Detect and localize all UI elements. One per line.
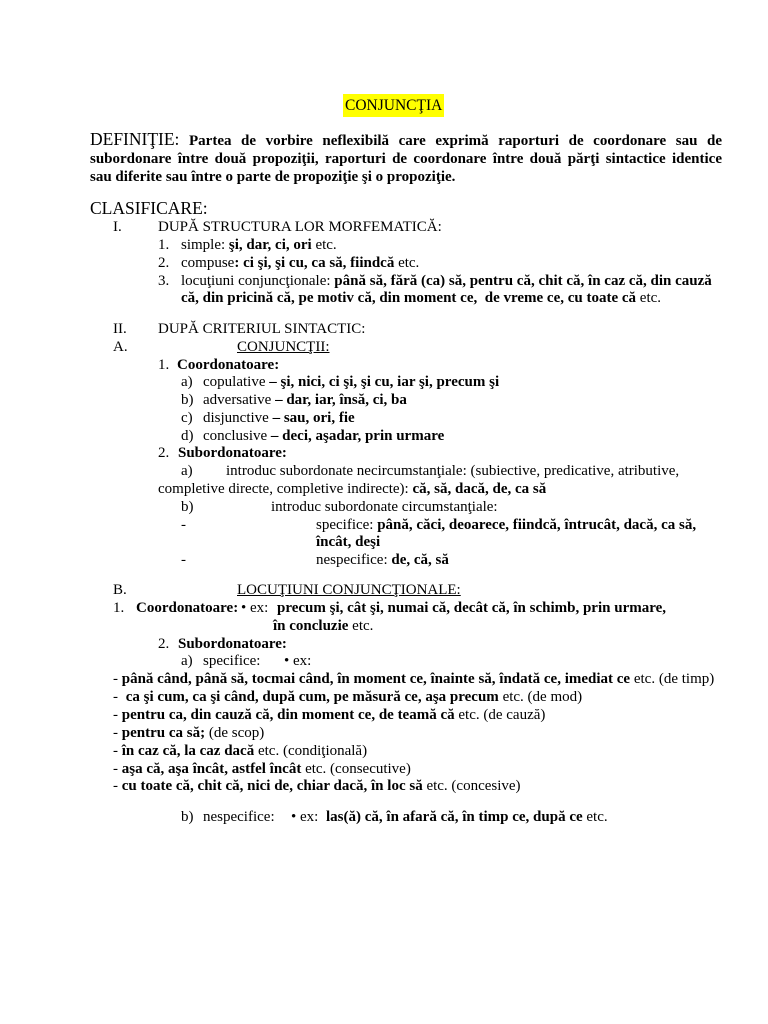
item-dash: - xyxy=(113,707,118,723)
item-note: (de scop) xyxy=(208,725,265,741)
section-heading: DUPĂ STRUCTURA LOR MORFEMATICĂ: xyxy=(158,219,442,235)
example-line xyxy=(0,706,768,724)
definition-line xyxy=(90,150,722,168)
item-examples: – sau, ori, fie xyxy=(272,410,355,426)
definition-text: Partea de vorbire neflexibilă care exprimă raporturi de coordonare sau de xyxy=(189,133,722,149)
item-content xyxy=(158,480,546,498)
item-examples: că, să, dacă, de, ca să xyxy=(412,481,547,497)
item-examples: : ci şi, şi cu, ca să, fiindcă xyxy=(234,255,395,271)
page-title: CONJUNCŢIA xyxy=(343,94,444,117)
item-content xyxy=(113,688,582,706)
group-number: 1. xyxy=(113,600,125,616)
section-heading: DUPĂ CRITERIUL SINTACTIC: xyxy=(158,321,366,337)
item-label: conclusive xyxy=(203,428,268,444)
item-note: etc. (de timp) xyxy=(633,671,715,687)
item-content xyxy=(113,706,545,724)
definition-line xyxy=(90,130,722,150)
definition-label: DEFINIŢIE: xyxy=(90,129,180,149)
item-suffix: etc. xyxy=(639,290,662,306)
item-text: introduc subordonate necircumstanţiale: (subiective, predicative, atributive, xyxy=(226,463,680,479)
group-number: 2. xyxy=(158,445,170,461)
item-dash: - xyxy=(181,552,186,568)
item-note: etc. (condiţională) xyxy=(257,743,368,759)
subsection-row xyxy=(0,338,768,356)
item-content xyxy=(203,427,444,445)
item-examples: ca şi cum, ca şi când, după cum, pe măsură ce, aşa precum xyxy=(125,689,499,705)
item-marker: c) xyxy=(181,410,193,426)
list-item xyxy=(0,498,768,516)
item-dash: - xyxy=(113,743,118,759)
item-content xyxy=(113,760,411,778)
item-number: 1. xyxy=(158,237,170,253)
subsection-letter: B. xyxy=(113,582,127,598)
definition-line xyxy=(90,168,722,186)
item-marker: b) xyxy=(181,499,194,515)
example-marker: • ex: xyxy=(291,809,319,825)
item-label: adversative xyxy=(203,392,272,408)
group-row-continuation xyxy=(0,617,768,635)
sub-list-item-continuation xyxy=(0,533,768,551)
item-dash: - xyxy=(113,778,118,794)
item-suffix: etc. xyxy=(398,255,420,271)
item-examples: las(ă) că, în afară că, în timp ce, după ce xyxy=(326,809,583,825)
example-line xyxy=(0,777,768,795)
item-examples: până, căci, deoarece, fiindcă, întrucât, dacă, ca să, xyxy=(377,517,697,533)
item-examples: – deci, aşadar, prin urmare xyxy=(270,428,445,444)
list-item xyxy=(0,236,768,254)
item-content xyxy=(316,551,449,569)
example-line xyxy=(0,688,768,706)
item-label: compuse xyxy=(181,255,235,271)
subsection-letter: A. xyxy=(113,339,128,355)
item-examples: pentru ca, din cauză că, din moment ce, de teamă că xyxy=(121,707,455,723)
item-examples: – dar, iar, însă, ci, ba xyxy=(275,392,407,408)
item-number: 2. xyxy=(158,255,170,271)
item-examples: aşa că, aşa încât, astfel încât xyxy=(121,761,302,777)
item-marker: a) xyxy=(181,653,193,669)
example-marker: • ex: xyxy=(284,653,312,669)
item-label: locuţiuni conjuncţionale: xyxy=(181,273,331,289)
item-label: specifice: xyxy=(316,517,374,533)
list-item-continuation xyxy=(0,480,768,498)
example-line xyxy=(0,670,768,688)
item-content xyxy=(181,289,661,307)
item-content xyxy=(113,724,264,742)
item-label: disjunctive xyxy=(203,410,269,426)
group-row xyxy=(0,599,768,617)
list-item xyxy=(0,808,768,826)
item-note: etc. (de cauză) xyxy=(458,707,546,723)
item-examples: – şi, nici, ci şi, şi cu, iar şi, precum şi xyxy=(269,374,500,390)
item-examples: pentru ca să; xyxy=(121,725,206,741)
item-content xyxy=(203,391,407,409)
section-row xyxy=(0,218,768,236)
item-examples: încât, deşi xyxy=(316,534,381,550)
list-item xyxy=(0,427,768,445)
list-item xyxy=(0,373,768,391)
item-number: 3. xyxy=(158,273,170,289)
item-suffix: etc. xyxy=(315,237,337,253)
item-dash: - xyxy=(113,761,118,777)
item-content xyxy=(203,373,499,391)
section-numeral: II. xyxy=(113,321,127,337)
item-content xyxy=(181,236,337,254)
item-marker: b) xyxy=(181,392,194,408)
item-marker: a) xyxy=(181,463,193,479)
item-examples: cu toate că, chit că, nici de, chiar dacă, în loc să xyxy=(121,778,423,794)
list-item xyxy=(0,652,768,670)
example-marker: • ex: xyxy=(241,600,269,616)
group-heading: Subordonatoare: xyxy=(178,445,287,461)
group-heading: Coordonatoare: xyxy=(177,357,280,373)
group-heading: Coordonatoare: xyxy=(136,600,239,616)
list-item-continuation xyxy=(0,289,768,307)
item-dash: - xyxy=(113,725,118,741)
item-label: specifice: xyxy=(203,653,261,669)
item-note: etc. (consecutive) xyxy=(305,761,411,777)
item-examples: până când, până să, tocmai când, în moment ce, înainte să, îndată ce, imediat ce xyxy=(121,671,631,687)
classification-heading: CLASIFICARE: xyxy=(90,198,208,218)
item-examples: şi, dar, ci, ori xyxy=(228,237,312,253)
example-line xyxy=(0,742,768,760)
item-suffix: etc. xyxy=(586,809,608,825)
item-label: nespecifice: xyxy=(316,552,388,568)
subsection-heading: CONJUNCŢII: xyxy=(237,339,330,355)
item-content xyxy=(113,742,367,760)
item-dash: - xyxy=(181,517,186,533)
list-item xyxy=(0,391,768,409)
item-text: completive directe, completive indirecte): xyxy=(158,481,409,497)
subsection-row xyxy=(0,581,768,599)
item-examples: în concluzie xyxy=(273,618,349,634)
list-item xyxy=(0,272,768,290)
item-label: simple: xyxy=(181,237,226,253)
item-label: copulative xyxy=(203,374,266,390)
subsection-heading: LOCUŢIUNI CONJUNCŢIONALE: xyxy=(237,582,461,598)
group-row xyxy=(0,444,768,462)
item-text: introduc subordonate circumstanţiale: xyxy=(271,499,498,515)
item-content xyxy=(113,670,714,688)
item-dash: - xyxy=(113,671,118,687)
group-row xyxy=(0,635,768,653)
item-examples: de, că, să xyxy=(391,552,449,568)
sub-list-item xyxy=(0,551,768,569)
item-examples: că, din pricină că, pe motiv că, din moment ce, de vreme ce, cu toate că xyxy=(181,290,637,306)
item-marker: a) xyxy=(181,374,193,390)
group-heading: Subordonatoare: xyxy=(178,636,287,652)
group-row xyxy=(0,356,768,374)
definition-text: sau diferite sau între o parte de propoziţie şi o propoziţie. xyxy=(90,169,456,185)
item-content xyxy=(203,409,355,427)
section-numeral: I. xyxy=(113,219,122,235)
item-suffix: etc. xyxy=(352,618,374,634)
group-number: 1. xyxy=(158,357,170,373)
item-content xyxy=(326,808,608,826)
example-line xyxy=(0,724,768,742)
sub-list-item xyxy=(0,516,768,534)
group-number: 2. xyxy=(158,636,170,652)
item-content xyxy=(273,617,373,635)
item-content xyxy=(181,254,419,272)
item-note: etc. (concesive) xyxy=(426,778,521,794)
definition-text: subordonare între două propoziţii, raporturi de coordonare între două părţi sintactice identice xyxy=(90,151,722,167)
section-row xyxy=(0,320,768,338)
item-dash: - xyxy=(113,689,118,705)
item-examples: până să, fără (ca) să, pentru că, chit că, în caz că, din cauză xyxy=(334,273,712,289)
item-marker: b) xyxy=(181,809,194,825)
item-note: etc. (de mod) xyxy=(502,689,583,705)
item-examples: precum şi, cât şi, numai că, decât că, în schimb, prin urmare, xyxy=(277,600,667,616)
item-label: nespecifice: xyxy=(203,809,275,825)
item-content xyxy=(113,777,521,795)
item-marker: d) xyxy=(181,428,194,444)
example-line xyxy=(0,760,768,778)
list-item xyxy=(0,409,768,427)
list-item xyxy=(0,462,768,480)
item-content xyxy=(316,516,696,534)
item-content xyxy=(181,272,712,290)
item-examples: în caz că, la caz dacă xyxy=(121,743,255,759)
list-item xyxy=(0,254,768,272)
